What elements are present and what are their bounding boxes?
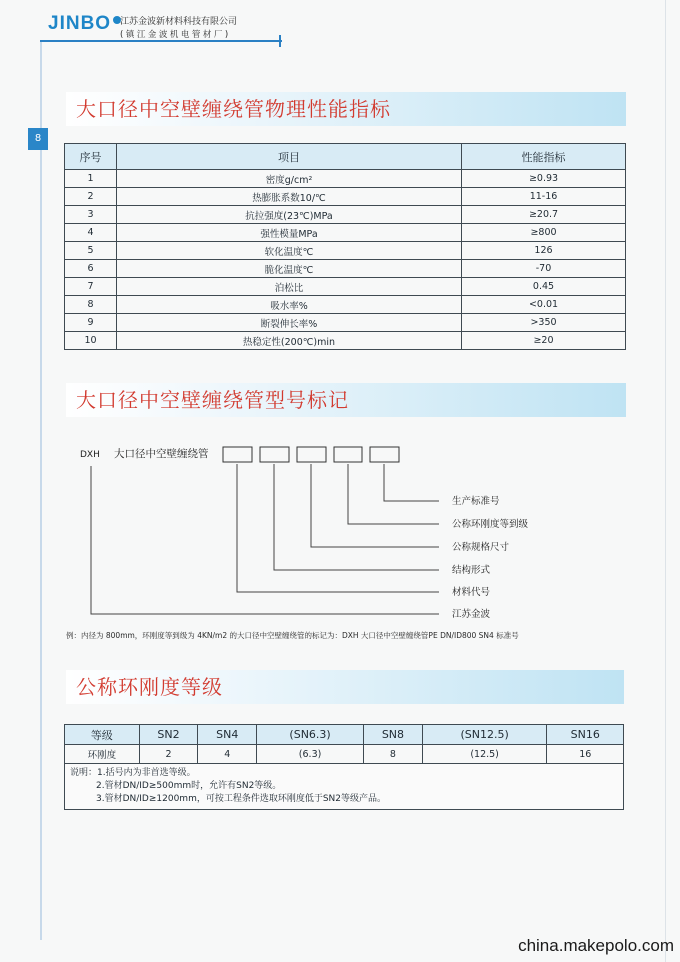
code-box: [370, 447, 399, 462]
diagram-product: 大口径中空壁缠绕管: [114, 448, 209, 460]
header-rule-tick: [279, 35, 281, 47]
table-cell: 8: [364, 745, 423, 764]
company-name: 江苏金波新材料科技有限公司: [120, 17, 238, 27]
marking-example: 例：内径为 800mm，环刚度等到级为 4KN/m2 的大口径中空壁缠绕管的标记为：DXH 大口径中空壁缠绕管PE DN/ID800 SN4 标准号: [66, 631, 519, 640]
watermark: china.makepolo.com: [518, 936, 674, 955]
label-ring-stiffness: 公称环刚度等到级: [452, 519, 529, 530]
label-material-code: 材料代号: [452, 587, 491, 598]
ring-stiffness-table: [64, 724, 624, 810]
table-header-row: [65, 725, 624, 745]
note-line: 说明：1.括号内为非首选等级。: [70, 768, 196, 778]
model-marking-diagram: [64, 440, 584, 630]
table-cell: ≥20.7: [462, 206, 626, 224]
table-cell: 软化温度℃: [117, 242, 462, 260]
company-subname: (镇江金波机电管材厂): [120, 30, 231, 40]
table-cell: -70: [462, 260, 626, 278]
table-cell: 6: [65, 260, 117, 278]
table-cell: ≥20: [462, 332, 626, 350]
label-standard-number: 生产标准号: [452, 496, 500, 507]
table-cell: 热稳定性(200℃)min: [117, 332, 462, 350]
table-cell: 脆化温度℃: [117, 260, 462, 278]
table-cell: 5: [65, 242, 117, 260]
table-cell: 强性模量MPa: [117, 224, 462, 242]
table-row: [65, 224, 626, 242]
column-header: 等级: [65, 725, 140, 745]
column-header: SN2: [139, 725, 198, 745]
code-box: [223, 447, 252, 462]
table-cell: 抗拉强度(23℃)MPa: [117, 206, 462, 224]
table-cell: 密度g/cm²: [117, 170, 462, 188]
label-nominal-size: 公称规格尺寸: [452, 542, 510, 553]
margin-line: [40, 40, 42, 940]
table-cell: 11-16: [462, 188, 626, 206]
column-header: 性能指标: [462, 144, 626, 170]
table-cell: 10: [65, 332, 117, 350]
column-header: (SN12.5): [422, 725, 547, 745]
code-box: [260, 447, 289, 462]
table-cell: 断裂伸长率%: [117, 314, 462, 332]
table-cell: 1: [65, 170, 117, 188]
table-row: [65, 745, 624, 764]
section-title-model-marking: 大口径中空壁缠绕管型号标记: [66, 383, 626, 417]
table-cell: 环刚度: [65, 745, 140, 764]
code-box: [297, 447, 326, 462]
notes-row: [65, 764, 624, 810]
table-row: [65, 278, 626, 296]
table-cell: >350: [462, 314, 626, 332]
properties-table: [64, 143, 626, 350]
column-header: 项目: [117, 144, 462, 170]
note-line: 2.管材DN/ID≥500mm时，允许有SN2等级。: [96, 781, 282, 791]
table-cell: 9: [65, 314, 117, 332]
table-cell: 126: [462, 242, 626, 260]
code-box: [334, 447, 362, 462]
table-cell: ≥800: [462, 224, 626, 242]
table-cell: ≥0.93: [462, 170, 626, 188]
column-header: 序号: [65, 144, 117, 170]
table-row: [65, 260, 626, 278]
table-cell: 7: [65, 278, 117, 296]
table-cell: 4: [65, 224, 117, 242]
table-cell: 吸水率%: [117, 296, 462, 314]
table-cell: 8: [65, 296, 117, 314]
diagram-prefix: DXH: [80, 450, 100, 460]
header-rule: [40, 40, 282, 42]
table-row: [65, 314, 626, 332]
column-header: SN4: [198, 725, 257, 745]
page-number: 8: [28, 128, 48, 150]
table-cell: 泊松比: [117, 278, 462, 296]
table-cell: 4: [198, 745, 257, 764]
table-row: [65, 170, 626, 188]
table-cell: <0.01: [462, 296, 626, 314]
column-header: (SN6.3): [257, 725, 364, 745]
table-cell: (6.3): [257, 745, 364, 764]
column-header: SN8: [364, 725, 423, 745]
label-jiangsu-jinbo: 江苏金波: [452, 609, 491, 620]
table-cell: 3: [65, 206, 117, 224]
table-cell: 2: [139, 745, 198, 764]
section-title-properties: 大口径中空壁缠绕管物理性能指标: [66, 92, 626, 126]
table-row: [65, 188, 626, 206]
page-edge: [665, 0, 666, 962]
note-line: 3.管材DN/ID≥1200mm，可按工程条件选取环刚度低于SN2等级产品。: [96, 794, 387, 804]
section-title-ring-stiffness: 公称环刚度等级: [66, 670, 624, 704]
table-cell: 热膨胀系数10/℃: [117, 188, 462, 206]
table-row: [65, 332, 626, 350]
label-structure-form: 结构形式: [452, 565, 491, 576]
company-logo: JINBO: [48, 13, 121, 35]
column-header: SN16: [547, 725, 624, 745]
connector-lines: [91, 464, 439, 614]
notes-cell: [65, 764, 624, 810]
table-cell: 2: [65, 188, 117, 206]
table-row: [65, 296, 626, 314]
table-row: [65, 242, 626, 260]
table-cell: 0.45: [462, 278, 626, 296]
table-cell: 16: [547, 745, 624, 764]
table-cell: (12.5): [422, 745, 547, 764]
table-row: [65, 206, 626, 224]
table-header-row: [65, 144, 626, 170]
